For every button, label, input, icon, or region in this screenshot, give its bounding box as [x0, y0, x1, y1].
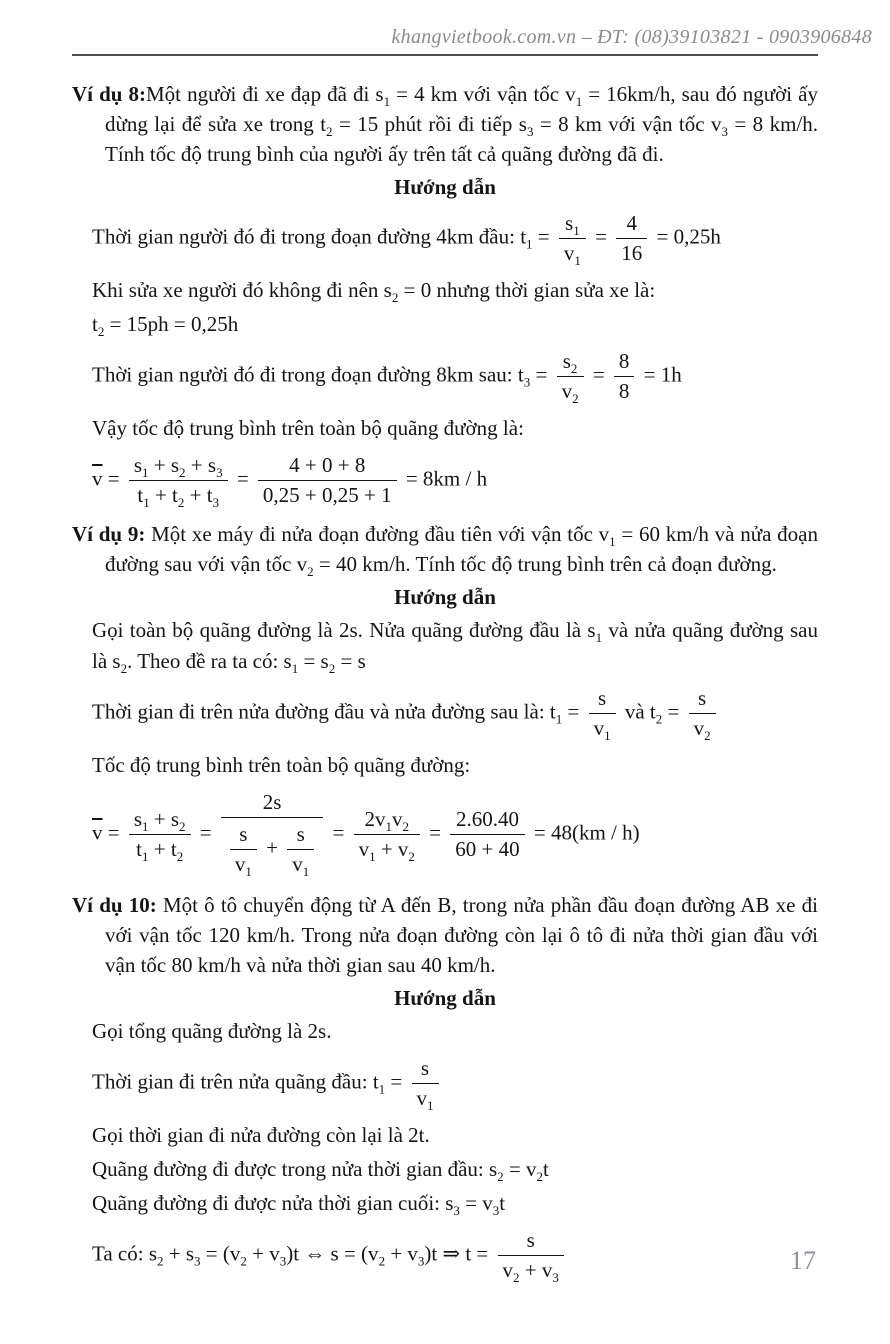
solution-heading-ex9: Hướng dẫn	[394, 585, 496, 609]
subscript: 1	[142, 849, 149, 864]
fraction-numerator: 4 + 0 + 8	[258, 453, 397, 481]
solution-line-avg-intro-ex8: Vậy tốc độ trung bình trên toàn bộ quãng đường là:	[92, 416, 524, 440]
solution-line-half-times: Thời gian đi trên nửa đường đầu và nửa đường sau là: $t_1$ = $\frac{s}{v_1}$ và $t_2$ = $\frac{s}{v_2}$	[72, 684, 818, 743]
subscript: 2	[408, 849, 415, 864]
subscript: 2	[328, 661, 336, 676]
subscript: 1	[142, 465, 149, 480]
solution-line-time-8km: Thời gian người đó đi trong đoạn đường 8km sau: $t_3$ = $\frac{s_2}{v_2}$ = $\frac{8}{8}$ = 1h	[92, 349, 682, 406]
subscript: 1	[526, 236, 533, 252]
subscript: 3	[417, 1253, 425, 1269]
subscript: 2	[536, 1169, 543, 1184]
fraction-denominator: $\frac{s}{v_1}$ + $\frac{s}{v_1}$	[221, 818, 323, 879]
subscript: 2	[378, 1253, 386, 1269]
fraction-denominator: $v_1$	[563, 241, 581, 268]
fraction	[450, 807, 524, 862]
subscript: 2	[402, 819, 409, 834]
formula-average-speed-ex9: $\overline{v}$ = $\frac{s_1 + s_2}{t_1 + t_2}$ = 2s $\frac{s}{v_1}$ + $\frac{s}{v_1}$ = $\frac{2v_1v_2}{v_1 + v_2}$ = $\frac{2.60.40}{60 + 40}$ = 48(km / h)	[92, 790, 640, 879]
example-label: Ví dụ 9:	[72, 522, 152, 546]
subscript: 3	[721, 124, 728, 139]
solution-line-remaining-time: Gọi thời gian đi nửa đường còn lại là 2t.	[92, 1123, 430, 1147]
subscript: 1	[369, 849, 376, 864]
subscript: 2	[570, 361, 578, 376]
fraction-denominator: 16	[621, 241, 643, 265]
solution-line-avg-intro-ex9: Tốc độ trung bình trên toàn bộ quãng đường:	[92, 753, 471, 777]
fraction	[354, 807, 420, 862]
subscript: 3	[523, 374, 531, 390]
fraction-denominator: 8	[618, 379, 630, 403]
overline-variable: $\overline{v}$	[92, 466, 103, 491]
overline-variable: $\overline{v}$	[92, 820, 103, 845]
fraction-denominator: $v_2 + v_3$	[502, 1258, 559, 1285]
fraction	[230, 822, 257, 877]
subscript: 3	[212, 495, 220, 510]
fraction	[129, 453, 228, 508]
fraction-numerator: s	[412, 1056, 439, 1084]
fraction	[557, 349, 584, 404]
fraction	[258, 453, 397, 508]
subscript: 1	[574, 253, 581, 268]
fraction-numerator: $s_2$	[557, 349, 584, 377]
subscript: 2	[655, 711, 663, 727]
subscript: 1	[143, 495, 150, 510]
subscript: 3	[194, 1253, 201, 1269]
subscript: 3	[279, 1253, 287, 1269]
subscript: 2	[97, 324, 105, 339]
example-label: Ví dụ 8:	[72, 82, 146, 106]
fraction	[614, 349, 635, 404]
subscript: 1	[573, 223, 580, 238]
subscript: 3	[492, 1203, 500, 1218]
subscript: 3	[552, 1270, 559, 1285]
subscript: 1	[383, 94, 391, 109]
fraction	[559, 211, 586, 266]
fraction-numerator: s	[589, 686, 616, 714]
fraction	[287, 822, 314, 877]
fraction-numerator: $2v_1v_2$	[354, 807, 420, 835]
fraction	[412, 1056, 439, 1111]
subscript: 1	[291, 661, 299, 676]
subscript: 1	[595, 630, 603, 645]
fraction-denominator: $t_1 + t_2 + t_3$	[137, 483, 220, 510]
subscript: 1	[575, 94, 583, 109]
subscript: 1	[378, 1081, 386, 1097]
solution-heading-ex10: Hướng dẫn	[394, 986, 496, 1010]
example-label: Ví dụ 10:	[72, 893, 163, 917]
subscript: 2	[177, 495, 185, 510]
fraction-numerator: s	[230, 822, 257, 850]
subscript: 2	[497, 1169, 504, 1184]
fraction	[616, 211, 647, 266]
fraction-numerator: s	[689, 686, 716, 714]
formula-average-speed-ex8: $\overline{v}$ = $\frac{s_1 + s_2 + s_3}{t_1 + t_2 + t_3}$ = $\frac{4 + 0 + 8}{0,25 + 0,25 + 1}$ = 8km / h	[92, 453, 488, 510]
solution-line-time-first-4km: Thời gian người đó đi trong đoạn đường 4km đầu: $t_1$ = $\frac{s_1}{v_1}$ = $\frac{4}{16}$ = 0,25h	[92, 211, 721, 268]
subscript: 2	[513, 1270, 520, 1285]
fraction-numerator: s	[287, 822, 314, 850]
fraction	[498, 1228, 564, 1283]
solution-line-s3: Quãng đường đi được nửa thời gian cuối: $s_3 = v_3t$	[92, 1191, 506, 1218]
subscript: 1	[555, 711, 563, 727]
subscript: 2	[326, 124, 333, 139]
page-header-site-line: khangvietbook.com.vn – ĐT: (08)39103821 - 0903906848	[391, 26, 872, 48]
fraction-denominator: $v_1$	[593, 716, 611, 743]
fraction-numerator: $s_1$	[559, 211, 586, 239]
fraction	[221, 790, 323, 879]
subscript: 2	[176, 849, 184, 864]
fraction-numerator: 8	[614, 349, 635, 377]
solution-line-s2: Quãng đường đi được trong nửa thời gian đầu: $s_2 = v_2t$	[92, 1157, 549, 1184]
subscript: 1	[142, 819, 149, 834]
fraction-numerator: 2s	[221, 790, 323, 818]
page-content	[0, 56, 890, 1285]
subscript: 2	[704, 728, 711, 743]
fraction	[689, 686, 716, 741]
subscript: 2	[179, 465, 186, 480]
fraction-denominator: 60 + 40	[455, 837, 520, 861]
subscript: 1	[604, 728, 611, 743]
formula-ta-co-ex10: Ta có: $s_2 + s_3 = (v_2 + v_3)t$ ⇔ $s = (v_2 + v_3)t$ ⇒ t = $\frac{s}{v_2 + v_3}$	[72, 1226, 818, 1285]
fraction-denominator: $v_1$	[234, 852, 252, 879]
solution-line-t2-value: $t_2 = 15ph = 0,25h$	[92, 312, 239, 339]
fraction-numerator: 4	[616, 211, 647, 239]
fraction-denominator: $v_2$	[693, 716, 711, 743]
fraction-denominator: $t_1 + t_2$	[136, 837, 184, 864]
solution-line-repair-note: Khi sửa xe người đó không đi nên $s_2 = 0$ nhưng thời gian sửa xe là:	[92, 278, 656, 305]
solution-paragraph-ex9-setup: Gọi toàn bộ quãng đường là 2s. Nửa quãng đường đầu là $s_1$ và nửa quãng đường sau là $s_2$. Theo đề ra ta có: $s_1 = s_2 = s$	[92, 618, 818, 676]
fraction-denominator: $v_1 + v_2$	[358, 837, 415, 864]
fraction-numerator: $s_1 + s_2$	[129, 807, 191, 835]
fraction-denominator: 0,25 + 0,25 + 1	[262, 483, 392, 507]
fraction-numerator: s	[498, 1228, 564, 1256]
solution-line-total-distance: Gọi tổng quãng đường là 2s.	[92, 1019, 332, 1043]
subscript: 2	[391, 290, 399, 305]
subscript: 3	[216, 465, 223, 480]
solution-heading-ex8: Hướng dẫn	[394, 175, 496, 199]
subscript: 1	[302, 864, 310, 879]
subscript: 2	[179, 819, 186, 834]
subscript: 2	[157, 1253, 164, 1269]
subscript: 1	[245, 864, 252, 879]
subscript: 2	[307, 564, 314, 579]
fraction-numerator: 2.60.40	[450, 807, 524, 835]
subscript: 1	[427, 1098, 434, 1113]
fraction	[589, 686, 616, 741]
subscript: 2	[572, 391, 579, 406]
subscript: 2	[240, 1253, 247, 1269]
example-10-statement: Ví dụ 10: Một ô tô chuyển động từ A đến B, trong nửa phần đầu đoạn đường AB xe đi với vận tốc 120 km/h. Trong nửa đoạn đường còn lại ô tô đi nửa thời gian đầu với vận tốc 80 km/h và nửa thời gian sau 40 km/h.	[72, 893, 818, 977]
example-9-statement: Ví dụ 9: Một xe máy đi nửa đoạn đường đầu tiên với vận tốc $v_1 = 60$ km/h và nửa đoạn đường sau với vận tốc $v_2 = 40$ km/h. Tính tốc độ trung bình trên cả đoạn đường.	[72, 522, 819, 579]
subscript: 3	[453, 1203, 460, 1218]
subscript: 2	[120, 661, 128, 676]
fraction-denominator: $v_1$	[292, 852, 310, 879]
fraction-denominator: $v_2$	[561, 379, 579, 406]
subscript: 3	[526, 124, 534, 139]
subscript: 1	[609, 534, 616, 549]
fraction-numerator: $s_1 + s_2 + s_3$	[129, 453, 228, 481]
solution-line-first-half-time: Thời gian đi trên nửa quãng đầu: $t_1$ = $\frac{s}{v_1}$	[72, 1054, 818, 1113]
fraction	[129, 807, 191, 862]
fraction-denominator: $v_1$	[416, 1086, 434, 1113]
page-number: 17	[790, 1246, 816, 1275]
example-8-statement: Ví dụ 8:Một người đi xe đạp đã đi $s_1 = 4$ km với vận tốc $v_1 = 16km/h$, sau đó người ấy dừng lại để sửa xe trong $t_2 = 15$ phút rồi đi tiếp $s_3 = 8$ km với vận tốc $v_3 = 8$ km/h. Tính tốc độ trung bình của người ấy trên tất cả quãng đường đã đi.	[72, 82, 818, 166]
subscript: 1	[385, 819, 392, 834]
